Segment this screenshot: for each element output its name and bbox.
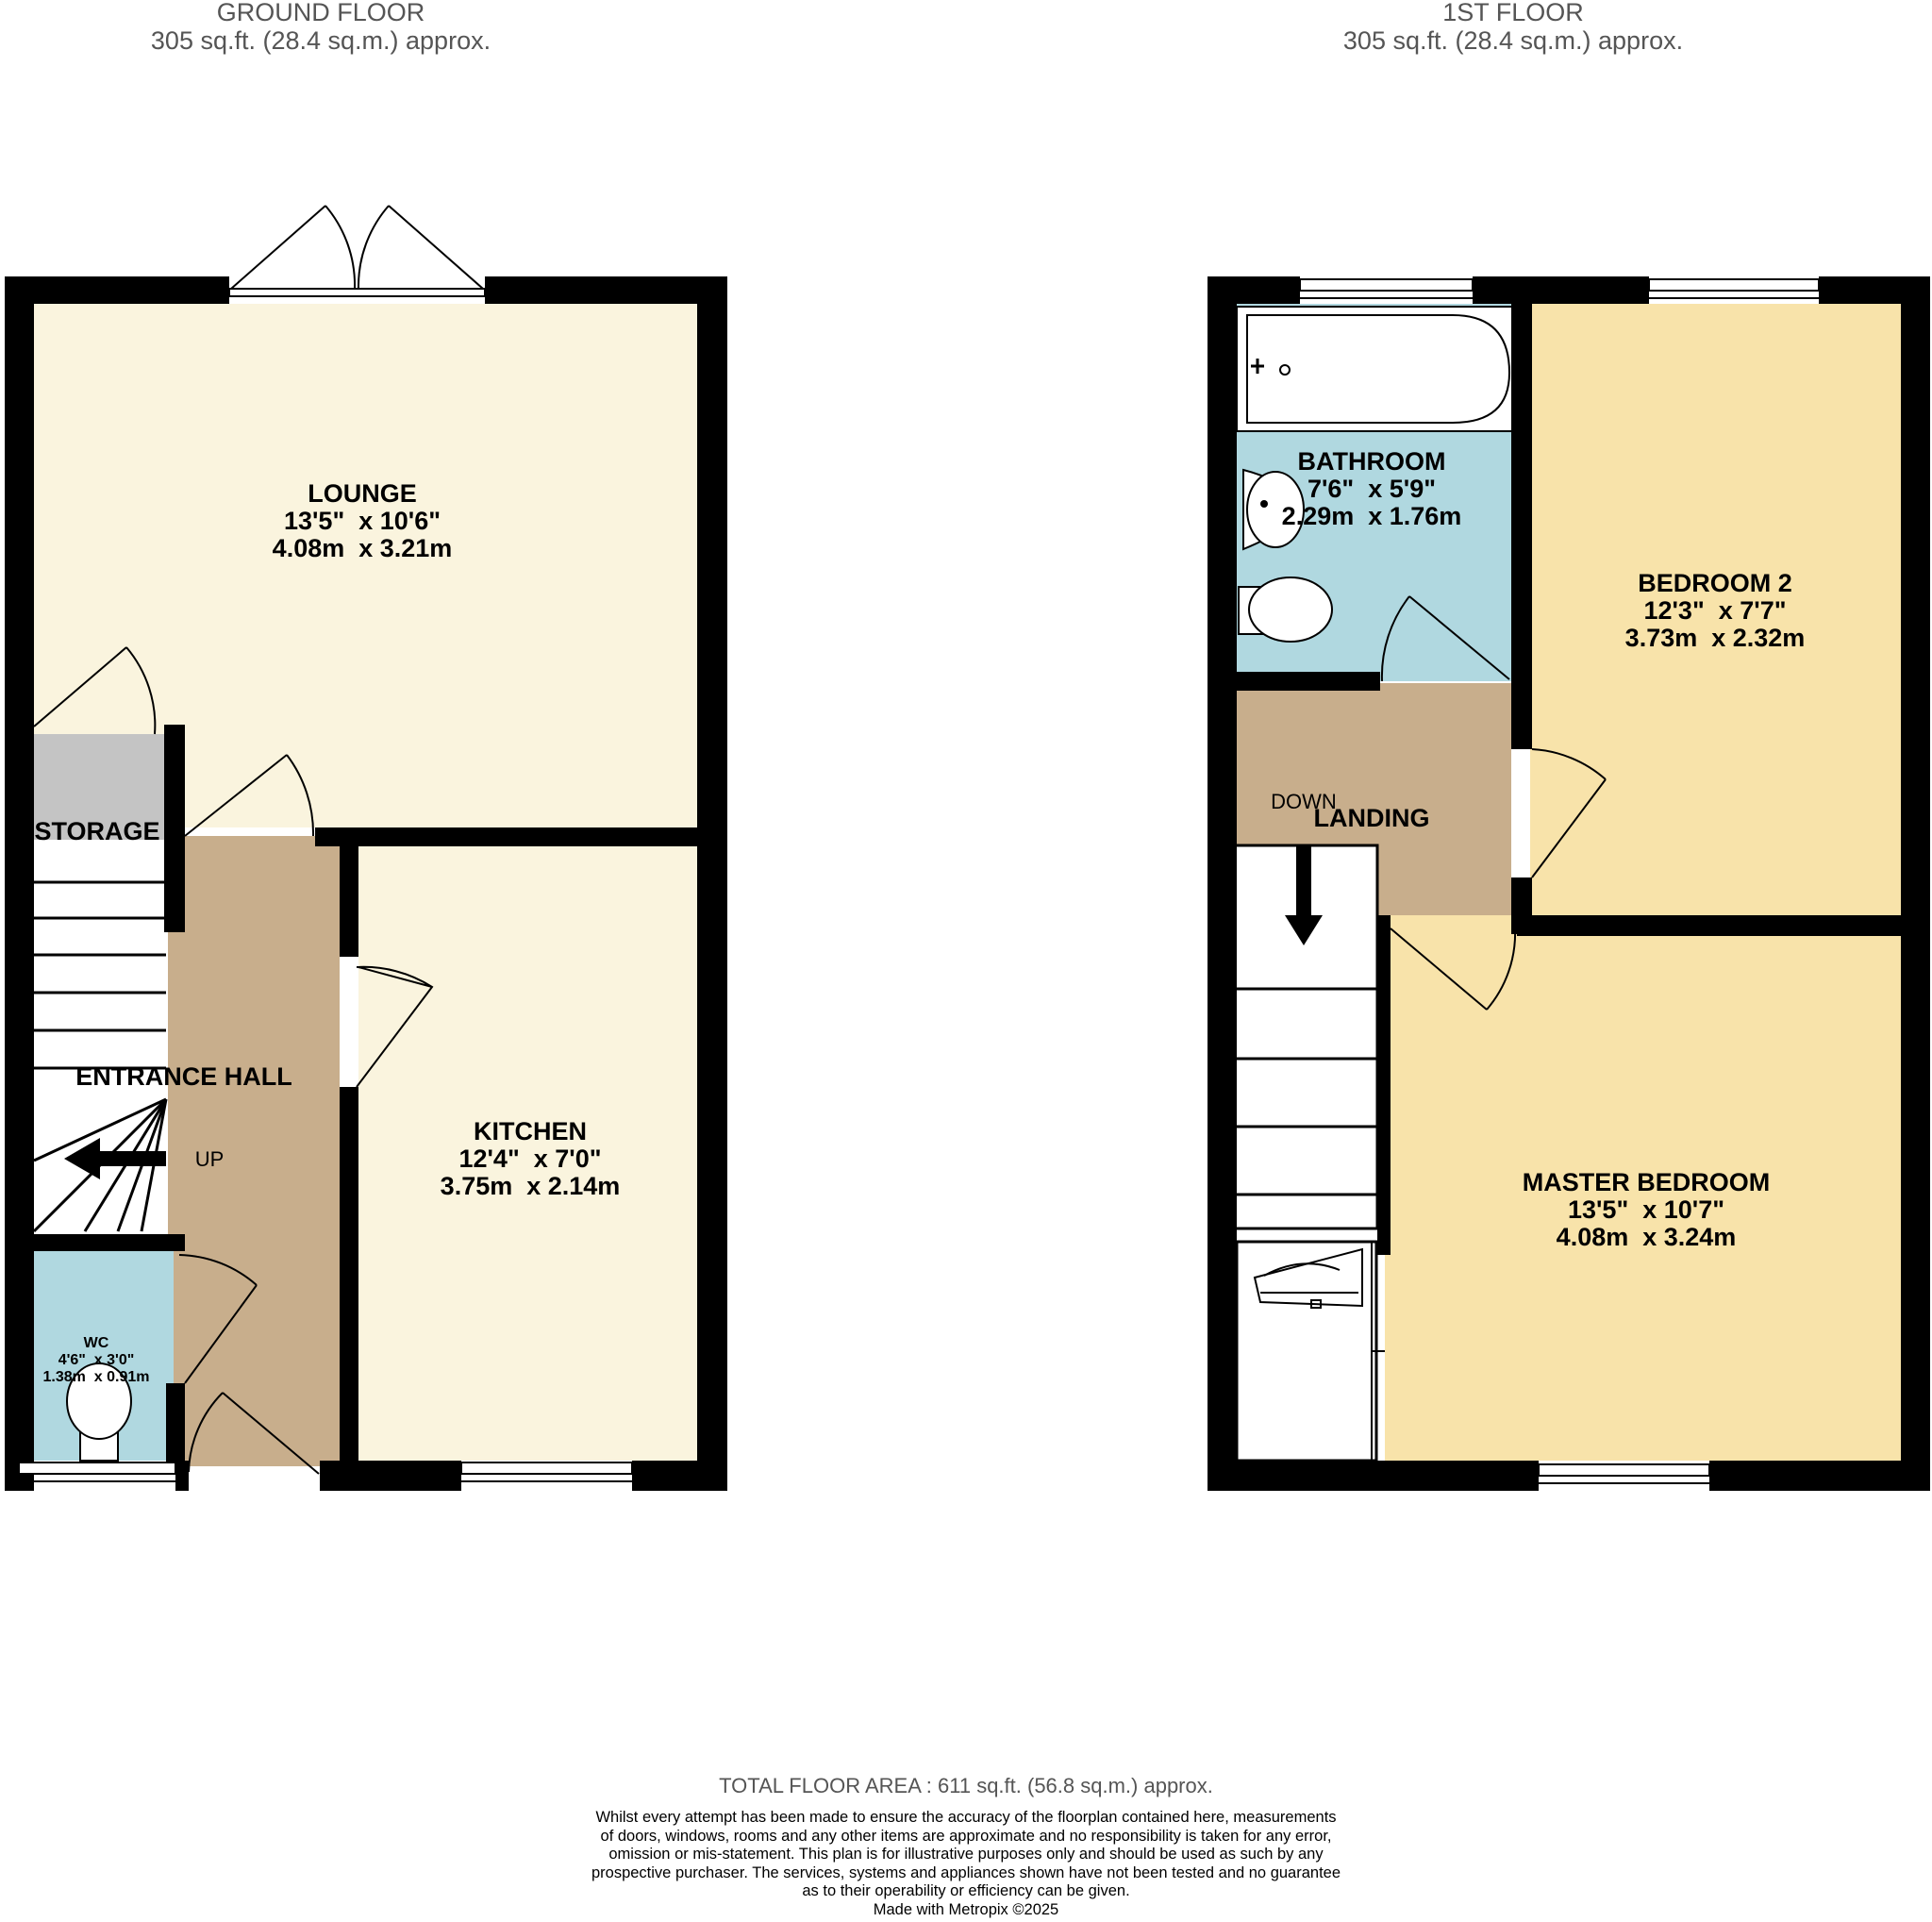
- ground-floor-area: 305 sq.ft. (28.4 sq.m.) approx.: [150, 26, 491, 55]
- patio-door-opening: [229, 289, 485, 296]
- wc-metric: 1.38m x 0.91m: [42, 1369, 150, 1385]
- lounge-label: LOUNGE: [308, 479, 417, 508]
- master-bedroom-window: [1539, 1464, 1709, 1476]
- stairs-down-label: DOWN: [1271, 790, 1337, 813]
- metropix-credit: Made with Metropix ©2025: [873, 1900, 1059, 1918]
- ground-floor-title: GROUND FLOOR: [216, 0, 425, 26]
- kitchen-label: KITCHEN: [474, 1117, 587, 1145]
- storage-label: STORAGE: [34, 817, 160, 845]
- stairs-up-label: UP: [194, 1147, 225, 1171]
- disclaimer-line-3: omission or mis-statement. This plan is for illustrative purposes only and should be used as such by any: [608, 1846, 1324, 1863]
- master-bedroom-imperial: 13'5" x 10'7": [1567, 1195, 1725, 1224]
- bedroom2-window: [1649, 279, 1819, 291]
- bedroom2-label: BEDROOM 2: [1638, 569, 1792, 597]
- stairs-down-arrow-shaft: [1296, 845, 1311, 921]
- disclaimer-line-1: Whilst every attempt has been made to ensure the accuracy of the floorplan contained here, measurements: [595, 1809, 1337, 1826]
- entrance-hall-room: [168, 836, 340, 1474]
- stairs-up-arrow-shaft: [98, 1151, 166, 1166]
- disclaimer-line-2: of doors, windows, rooms and any other items are approximate and no responsibility is taken for any error,: [600, 1827, 1332, 1845]
- first-floor-title: 1ST FLOOR: [1442, 0, 1584, 26]
- lounge-metric: 4.08m x 3.21m: [272, 534, 453, 562]
- kitchen-window: [461, 1462, 632, 1474]
- bathroom-label: BATHROOM: [1297, 447, 1446, 476]
- landing-label: LANDING: [1313, 804, 1430, 832]
- bathroom-window: [1300, 279, 1473, 291]
- kitchen-metric: 3.75m x 2.14m: [440, 1172, 621, 1200]
- disclaimer-line-5: as to their operability or efficiency can be given.: [802, 1882, 1130, 1899]
- first-floor-plan: [1208, 276, 1930, 1491]
- wc-imperial: 4'6" x 3'0": [58, 1352, 135, 1368]
- bathroom-imperial: 7'6" x 5'9": [1307, 475, 1437, 503]
- wc-label: WC: [83, 1335, 109, 1351]
- entrance-hall-label: ENTRANCE HALL: [75, 1062, 292, 1091]
- wc-window: [19, 1462, 175, 1474]
- disclaimer: [494, 1809, 1438, 1919]
- bathroom-metric: 2.29m x 1.76m: [1281, 502, 1462, 530]
- first-floor-area: 305 sq.ft. (28.4 sq.m.) approx.: [1342, 26, 1684, 55]
- kitchen-imperial: 12'4" x 7'0": [458, 1145, 602, 1173]
- master-bedroom-label: MASTER BEDROOM: [1522, 1168, 1771, 1196]
- lounge-imperial: 13'5" x 10'6": [283, 507, 441, 535]
- bedroom2-imperial: 12'3" x 7'7": [1643, 596, 1787, 625]
- bath-tub-icon: [1237, 307, 1516, 431]
- ground-floor-plan: [5, 206, 727, 1491]
- bathroom-toilet-icon: [1239, 577, 1332, 642]
- disclaimer-line-4: prospective purchaser. The services, systems and appliances shown have not been tested and no guarantee: [591, 1864, 1341, 1881]
- master-bedroom-metric: 4.08m x 3.24m: [1556, 1223, 1737, 1251]
- bedroom2-metric: 3.73m x 2.32m: [1624, 624, 1806, 652]
- total-floor-area: TOTAL FLOOR AREA : 611 sq.ft. (56.8 sq.m.) approx.: [719, 1774, 1213, 1797]
- front-door-opening: [189, 1466, 320, 1485]
